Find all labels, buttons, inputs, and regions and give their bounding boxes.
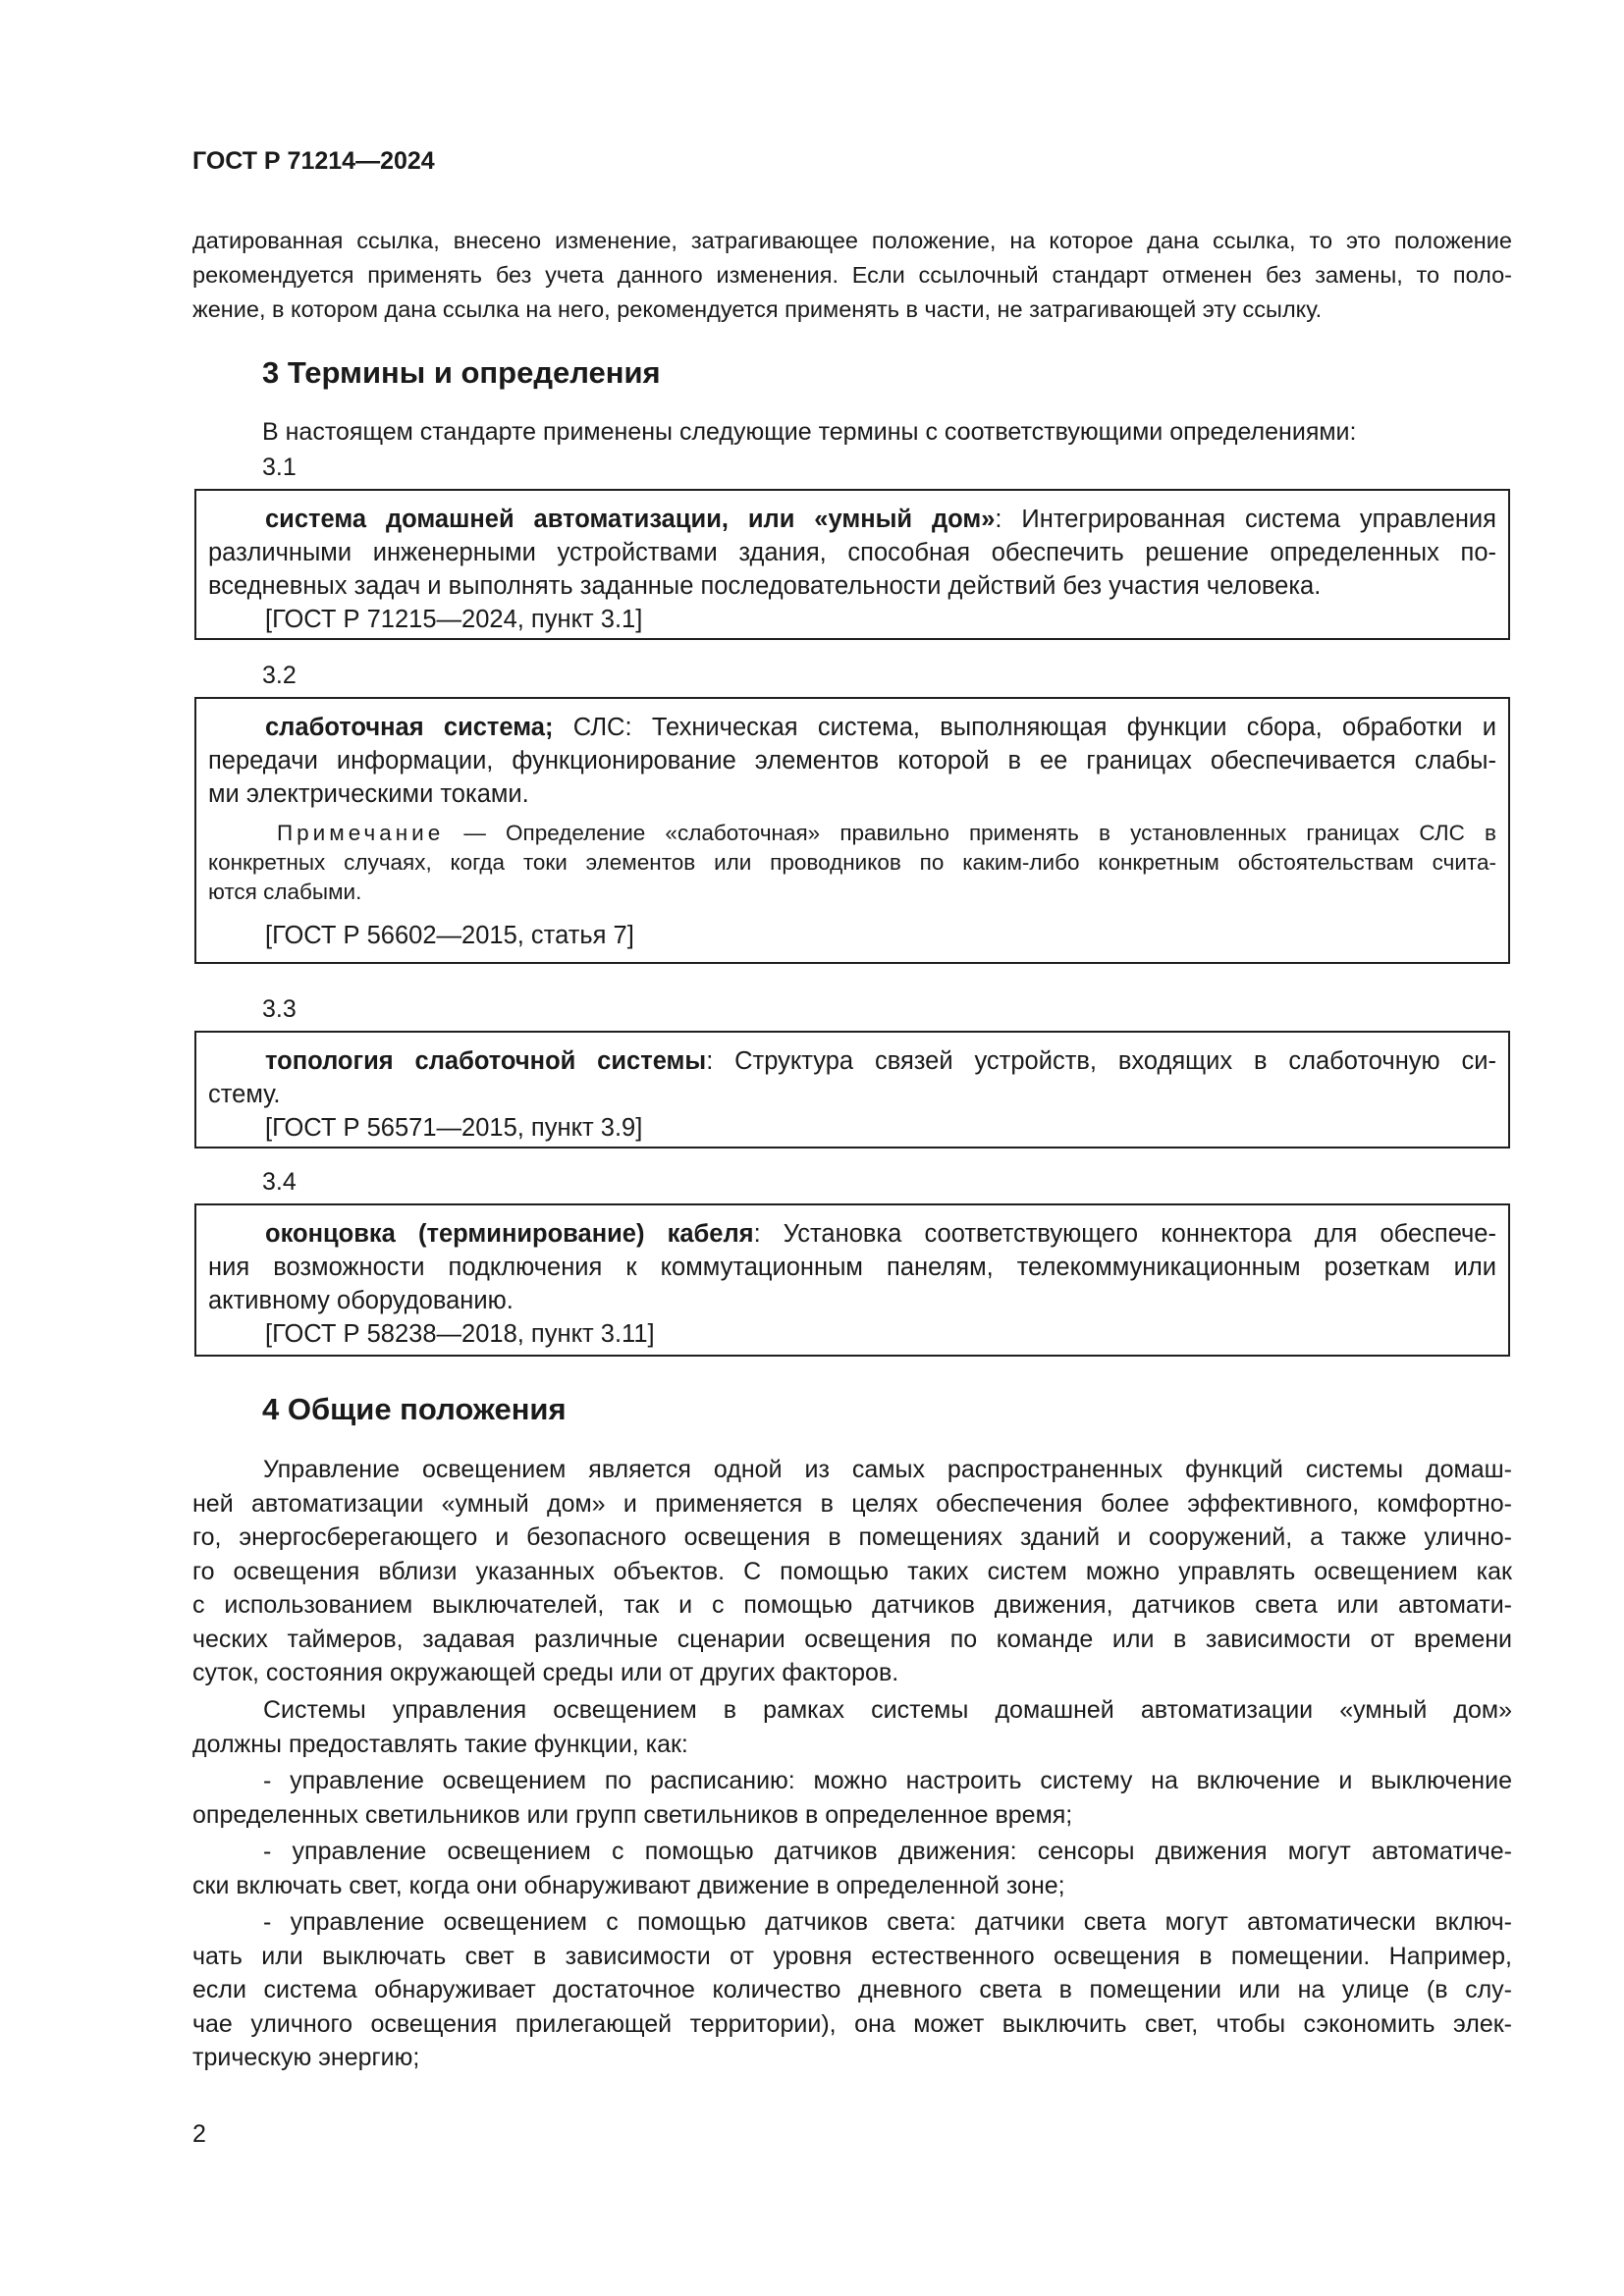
text-line: Системы управления освещением в рамках системы домашней автоматизации «умный дом» [263, 1696, 1512, 1724]
term-name: слаботочная система; [265, 714, 554, 741]
text-line: го, энергосберегающего и безопасного освещения в помещениях зданий и сооружений, а также улично- [192, 1523, 1512, 1551]
term-definition: СЛС: Техническая система, выполняющая функции сбора, обработки и [553, 714, 1496, 741]
note-text: ются слабыми. [208, 880, 362, 904]
term-source: [ГОСТ Р 56571—2015, пункт 3.9] [265, 1114, 643, 1142]
text-line: если система обнаруживает достаточное количество дневного света в помещении или на улице (в слу- [192, 1976, 1512, 2003]
text-line: с использованием выключателей, так и с помощью датчиков движения, датчиков света или автомати- [192, 1591, 1512, 1619]
term-definition: : Структура связей устройств, входящих в слаботочную си- [706, 1047, 1496, 1075]
text-line: - управление освещением с помощью датчиков света: датчики света могут автоматически включ- [263, 1908, 1512, 1936]
term-definition: различными инженерными устройствами здания, способная обеспечить решение определенных по- [208, 539, 1496, 566]
text-line: рекомендуется применять без учета данного изменения. Если ссылочный стандарт отменен без замены, то поло- [192, 262, 1512, 288]
text-line: жение, в котором дана ссылка на него, рекомендуется применять в части, не затрагивающей эту ссылку. [192, 296, 1323, 322]
text-line: ней автоматизации «умный дом» и применяется в целях обеспечения более эффективного, комфортно- [192, 1489, 1512, 1518]
section-4-title: 4 Общие положения [262, 1392, 567, 1426]
term-number: 3.2 [262, 662, 297, 689]
text-line: датированная ссылка, внесено изменение, затрагивающее положение, на которое дана ссылка, то это положение [192, 228, 1512, 253]
list-item [192, 1835, 1512, 1902]
page-number: 2 [192, 2120, 206, 2148]
document-header: ГОСТ Р 71214—2024 [192, 147, 435, 175]
term-number: 3.3 [262, 995, 297, 1023]
section-3-intro: В настоящем стандарте применены следующие термины с соответствующими определениями: [262, 418, 1357, 446]
term-box-3-1 [194, 489, 1510, 640]
note-text: — Определение «слаботочная» правильно применять в установленных границах СЛС в [444, 821, 1496, 845]
term-name: оконцовка (терминирование) кабеля [265, 1220, 754, 1248]
text-line: го освещения вблизи указанных объектов. С помощью таких систем можно управлять освещением как [192, 1557, 1512, 1585]
term-box-3-3 [194, 1031, 1510, 1148]
term-definition: активному оборудованию. [208, 1287, 514, 1314]
text-line: - управление освещением по расписанию: можно настроить систему на включение и выключение [263, 1767, 1512, 1794]
term-definition: : Интегрированная система управления [995, 506, 1496, 533]
text-line: Управление освещением является одной из самых распространенных функций системы домаш- [263, 1456, 1512, 1483]
term-number: 3.4 [262, 1168, 297, 1196]
text-line: определенных светильников или групп светильников в определенное время; [192, 1800, 1073, 1829]
term-box-3-4 [194, 1203, 1510, 1357]
text-line: трическую энергию; [192, 2044, 420, 2071]
term-source: [ГОСТ Р 71215—2024, пункт 3.1] [265, 606, 643, 633]
text-line: должны предоставлять такие функции, как: [192, 1730, 688, 1758]
section-3-title: 3 Термины и определения [262, 355, 661, 390]
term-source: [ГОСТ Р 58238—2018, пункт 3.11] [265, 1320, 655, 1348]
term-definition: передачи информации, функционирование элементов которой в ее границах обеспечивается слабы- [208, 747, 1496, 774]
text-line: - управление освещением с помощью датчиков движения: сенсоры движения могут автоматиче- [263, 1838, 1512, 1865]
section-4-paragraph [192, 1453, 1512, 1690]
term-definition: стему. [208, 1081, 281, 1108]
term-name: топология слаботочной системы [265, 1047, 707, 1075]
term-definition: ния возможности подключения к коммутационным панелям, телекоммуникационным розеткам или [208, 1254, 1496, 1281]
term-box-3-2 [194, 697, 1510, 964]
list-item [192, 1764, 1512, 1832]
list-item [192, 1905, 1512, 2075]
term-definition: вседневных задач и выполнять заданные последовательности действий без участия человека. [208, 572, 1322, 600]
term-definition: : Установка соответствующего коннектора для обеспече- [753, 1220, 1496, 1248]
term-definition: ми электрическими токами. [208, 780, 529, 808]
text-line: ски включать свет, когда они обнаруживают движение в определенной зоне; [192, 1871, 1065, 1899]
text-line: чае уличного освещения прилегающей территории), она может выключить свет, чтобы сэкономить элек- [192, 2009, 1512, 2038]
note-text: конкретных случаях, когда токи элементов или проводников по каким-либо конкретным обстоятельствам счита- [208, 850, 1496, 875]
term-name: система домашней автоматизации, или «умный дом» [265, 506, 996, 533]
intro-paragraph [192, 224, 1512, 327]
note-label: Примечание [277, 821, 445, 845]
text-line: чать или выключать свет в зависимости от уровня естественного освещения в помещении. Например, [192, 1942, 1512, 1970]
section-4-paragraph [192, 1693, 1512, 1761]
term-note [196, 819, 1496, 907]
text-line: суток, состояния окружающей среды или от других факторов. [192, 1659, 899, 1686]
term-source: [ГОСТ Р 56602—2015, статья 7] [265, 922, 634, 949]
term-number: 3.1 [262, 454, 297, 481]
text-line: ческих таймеров, задавая различные сценарии освещения по команде или в зависимости от времени [192, 1625, 1512, 1653]
